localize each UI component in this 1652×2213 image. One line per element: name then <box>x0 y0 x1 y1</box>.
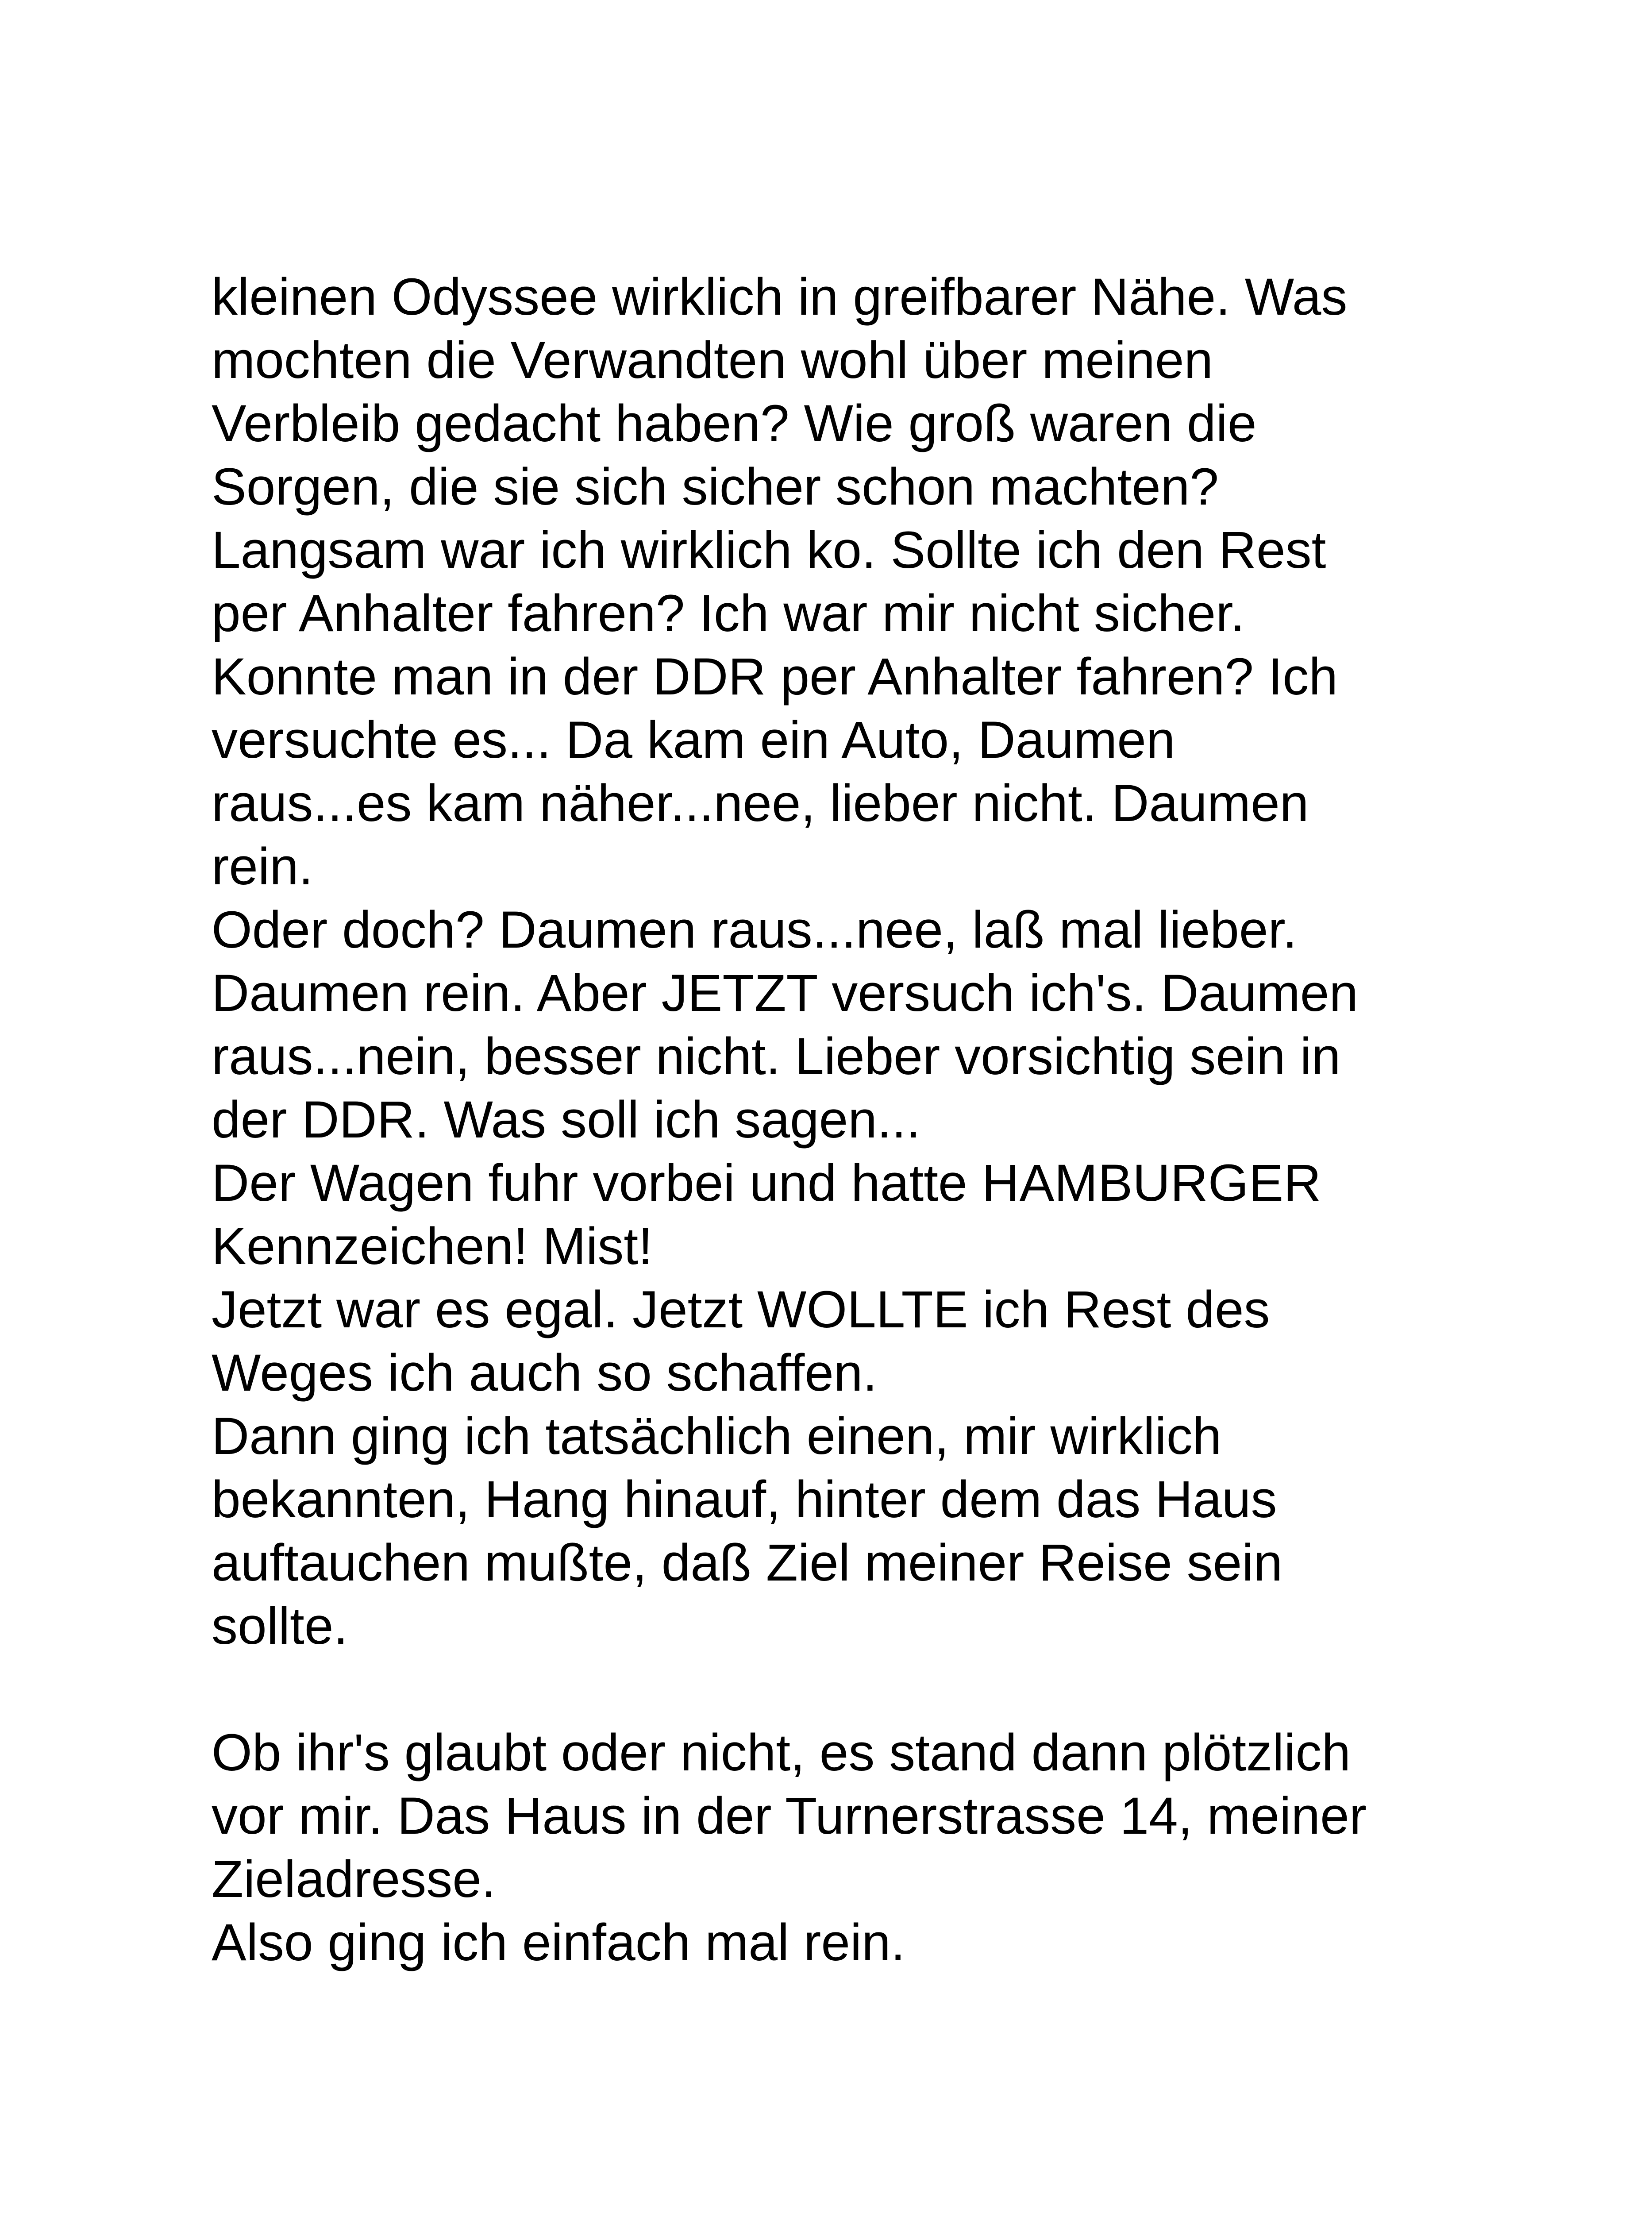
text-line: raus...nein, besser nicht. Lieber vorsichtig sein in <box>212 1027 1341 1086</box>
text-line: sollte. <box>212 1597 348 1655</box>
text-line: Weges ich auch so schaffen. <box>212 1344 878 1402</box>
text-line: der DDR. Was soll ich sagen... <box>212 1091 921 1149</box>
text-line: Dann ging ich tatsächlich einen, mir wirklich <box>212 1407 1222 1465</box>
text-line: Ob ihr's glaubt oder nicht, es stand dann plötzlich <box>212 1723 1351 1782</box>
text-line: Der Wagen fuhr vorbei und hatte HAMBURGER <box>212 1154 1321 1212</box>
text-line: vor mir. Das Haus in der Turnerstrasse 14, meiner <box>212 1787 1367 1845</box>
text-line: raus...es kam näher...nee, lieber nicht. Daumen <box>212 774 1309 833</box>
text-line: Jetzt war es egal. Jetzt WOLLTE ich Rest des <box>212 1280 1270 1339</box>
text-line: Also ging ich einfach mal rein. <box>212 1913 905 1972</box>
text-line: mochten die Verwandten wohl über meinen <box>212 331 1213 389</box>
text-line: Zieladresse. <box>212 1850 496 1908</box>
text-line: Oder doch? Daumen raus...nee, laß mal lieber. <box>212 901 1298 959</box>
text-line: per Anhalter fahren? Ich war mir nicht sicher. <box>212 584 1245 643</box>
text-line: Daumen rein. Aber JETZT versuch ich's. Daumen <box>212 964 1359 1022</box>
text-line: rein. <box>212 837 313 896</box>
text-line: versuchte es... Da kam ein Auto, Daumen <box>212 711 1175 769</box>
text-line: bekannten, Hang hinauf, hinter dem das Haus <box>212 1470 1277 1529</box>
document-text <box>212 266 1583 1974</box>
text-line: Kennzeichen! Mist! <box>212 1217 653 1276</box>
text-line: auftauchen mußte, daß Ziel meiner Reise sein <box>212 1534 1283 1592</box>
text-line: Langsam war ich wirklich ko. Sollte ich den Rest <box>212 521 1326 579</box>
text-line: Konnte man in der DDR per Anhalter fahren? Ich <box>212 648 1338 706</box>
text-line: kleinen Odyssee wirklich in greifbarer Nähe. Was <box>212 268 1348 326</box>
text-line: Sorgen, die sie sich sicher schon machten? <box>212 458 1219 516</box>
text-line: Verbleib gedacht haben? Wie groß waren die <box>212 394 1257 453</box>
paragraph-gap <box>212 1658 1583 1721</box>
